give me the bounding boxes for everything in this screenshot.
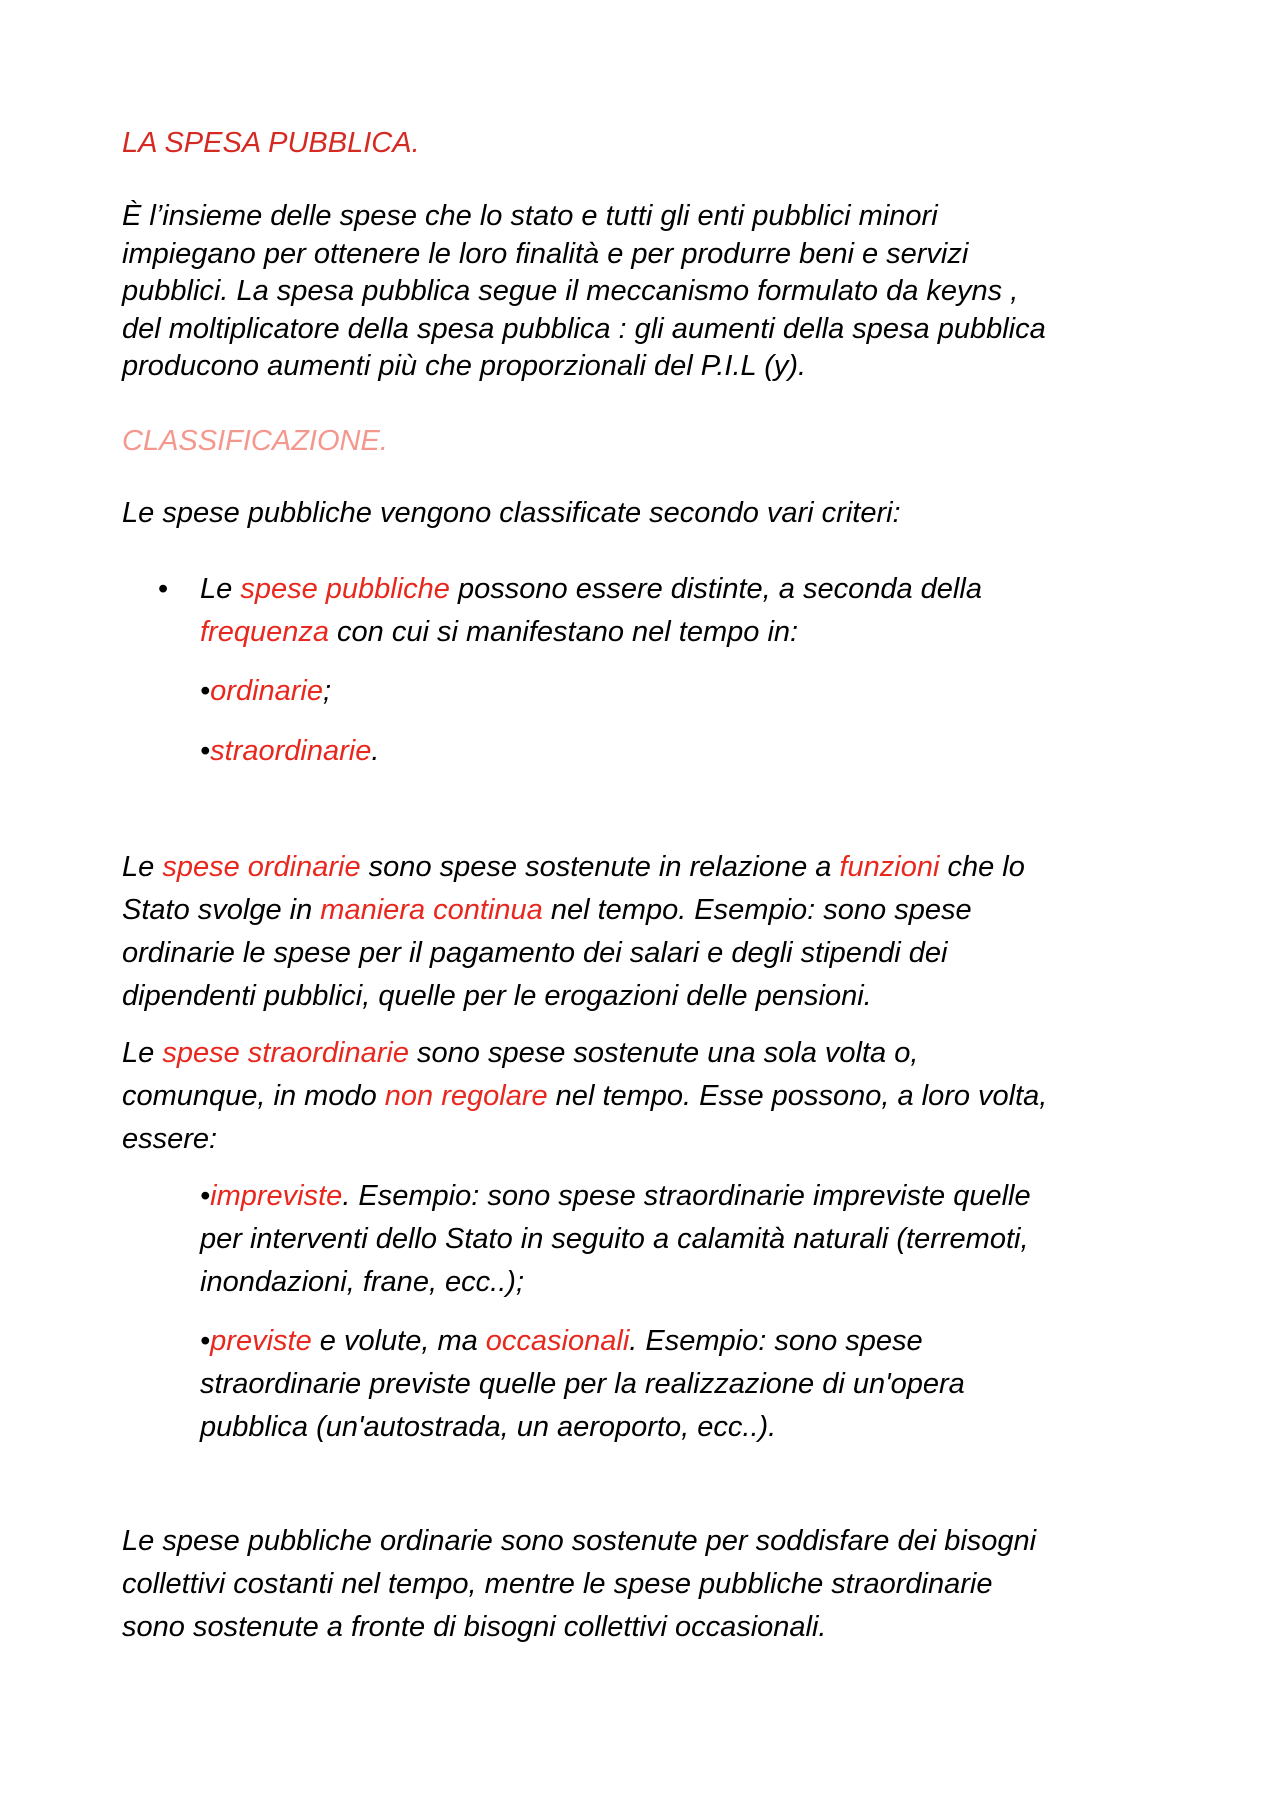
paragraph-line: sono sostenute a fronte di bisogni collettivi occasionali. xyxy=(122,1611,827,1643)
highlight-term: previste xyxy=(210,1325,312,1357)
criteria-sentence: Le spese pubbliche vengono classificate secondo vari criteri: xyxy=(122,497,901,529)
text-fragment: e volute, ma xyxy=(311,1325,486,1357)
highlight-term: funzioni xyxy=(839,851,940,883)
type-item-ordinarie xyxy=(200,670,331,713)
impreviste-item xyxy=(200,1175,1031,1304)
text-fragment: nel tempo. Esse possono, a loro volta, xyxy=(547,1080,1048,1112)
type-item-straordinarie xyxy=(200,730,379,773)
previste-item xyxy=(200,1320,965,1449)
text-fragment: possono essere distinte, a seconda della xyxy=(449,573,982,605)
paragraph-line: per interventi dello Stato in seguito a calamità naturali (terremoti, xyxy=(200,1223,1029,1255)
paragraph-line: essere: xyxy=(122,1123,218,1155)
intro-line: del moltiplicatore della spesa pubblica : gli aumenti della spesa pubblica xyxy=(122,312,1046,345)
highlight-term: occasionali xyxy=(485,1325,630,1357)
paragraph-line: inondazioni, frane, ecc..); xyxy=(200,1266,525,1298)
text-fragment: con cui si manifestano nel tempo in: xyxy=(329,616,799,648)
page-title: LA SPESA PUBBLICA. xyxy=(122,127,420,159)
paragraph-line xyxy=(200,1320,965,1363)
text-fragment: comunque, in modo xyxy=(122,1080,385,1112)
intro-paragraph xyxy=(122,198,1172,386)
intro-line: producono aumenti più che proporzionali del P.I.L (y). xyxy=(122,350,807,382)
paragraph-line xyxy=(122,889,1025,932)
conclusion-paragraph xyxy=(122,1520,1036,1649)
text-fragment: che lo xyxy=(939,851,1025,883)
paragraph-line: ordinarie le spese per il pagamento dei salari e degli stipendi dei xyxy=(122,937,948,969)
highlight-term: impreviste xyxy=(210,1180,343,1212)
paragraph-line xyxy=(122,1032,1047,1075)
highlight-term: spese straordinarie xyxy=(162,1037,409,1069)
text-fragment: . xyxy=(371,735,380,767)
intro-line: impiegano per ottenere le loro finalità e per produrre beni e servizi xyxy=(122,237,969,270)
paragraph-line: straordinarie previste quelle per la realizzazione di un'opera xyxy=(200,1368,965,1400)
text-fragment: ; xyxy=(323,675,332,707)
paragraph-line xyxy=(122,1075,1047,1118)
bullet-icon: • xyxy=(200,1180,211,1212)
intro-line: È l’insieme delle spese che lo stato e tutti gli enti pubblici minori xyxy=(122,200,938,232)
highlight-term: straordinarie xyxy=(210,735,372,767)
highlight-term: non regolare xyxy=(384,1080,548,1112)
section-heading: CLASSIFICAZIONE. xyxy=(122,425,388,457)
paragraph-line: dipendenti pubblici, quelle per le erogazioni delle pensioni. xyxy=(122,980,872,1012)
bullet-line xyxy=(200,568,982,611)
text-fragment: Le xyxy=(122,851,163,883)
paragraph-line: collettivi costanti nel tempo, mentre le spese pubbliche straordinarie xyxy=(122,1568,993,1600)
straordinarie-paragraph xyxy=(122,1032,1047,1161)
paragraph-line xyxy=(122,846,1025,889)
text-fragment: Le xyxy=(200,573,241,605)
paragraph-line: Le spese pubbliche ordinarie sono sostenute per soddisfare dei bisogni xyxy=(122,1525,1037,1557)
text-fragment: Le xyxy=(122,1037,163,1069)
bullet-icon: • xyxy=(158,573,169,605)
text-fragment: . Esempio: sono spese xyxy=(629,1325,923,1357)
highlight-term: spese pubbliche xyxy=(240,573,450,605)
paragraph-line: pubblica (un'autostrada, un aeroporto, ecc..). xyxy=(200,1411,777,1443)
paragraph-line xyxy=(200,1175,1031,1218)
highlight-term: ordinarie xyxy=(210,675,323,707)
bullet-icon: • xyxy=(200,735,211,767)
text-fragment: sono spese sostenute in relazione a xyxy=(360,851,840,883)
highlight-term: maniera continua xyxy=(320,894,543,926)
bullet-icon: • xyxy=(200,1325,211,1357)
bullet-icon: • xyxy=(200,675,211,707)
text-fragment: Stato svolge in xyxy=(122,894,321,926)
bullet-line xyxy=(200,611,982,654)
text-fragment: sono spese sostenute una sola volta o, xyxy=(408,1037,919,1069)
text-fragment: . Esempio: sono spese straordinarie impreviste quelle xyxy=(342,1180,1031,1212)
ordinarie-paragraph xyxy=(122,846,1025,1018)
text-fragment: nel tempo. Esempio: sono spese xyxy=(542,894,972,926)
bullet-text xyxy=(200,568,982,654)
highlight-term: spese ordinarie xyxy=(162,851,361,883)
intro-line: pubblici. La spesa pubblica segue il meccanismo formulato da keyns , xyxy=(122,275,1019,307)
highlight-term: frequenza xyxy=(200,616,329,648)
